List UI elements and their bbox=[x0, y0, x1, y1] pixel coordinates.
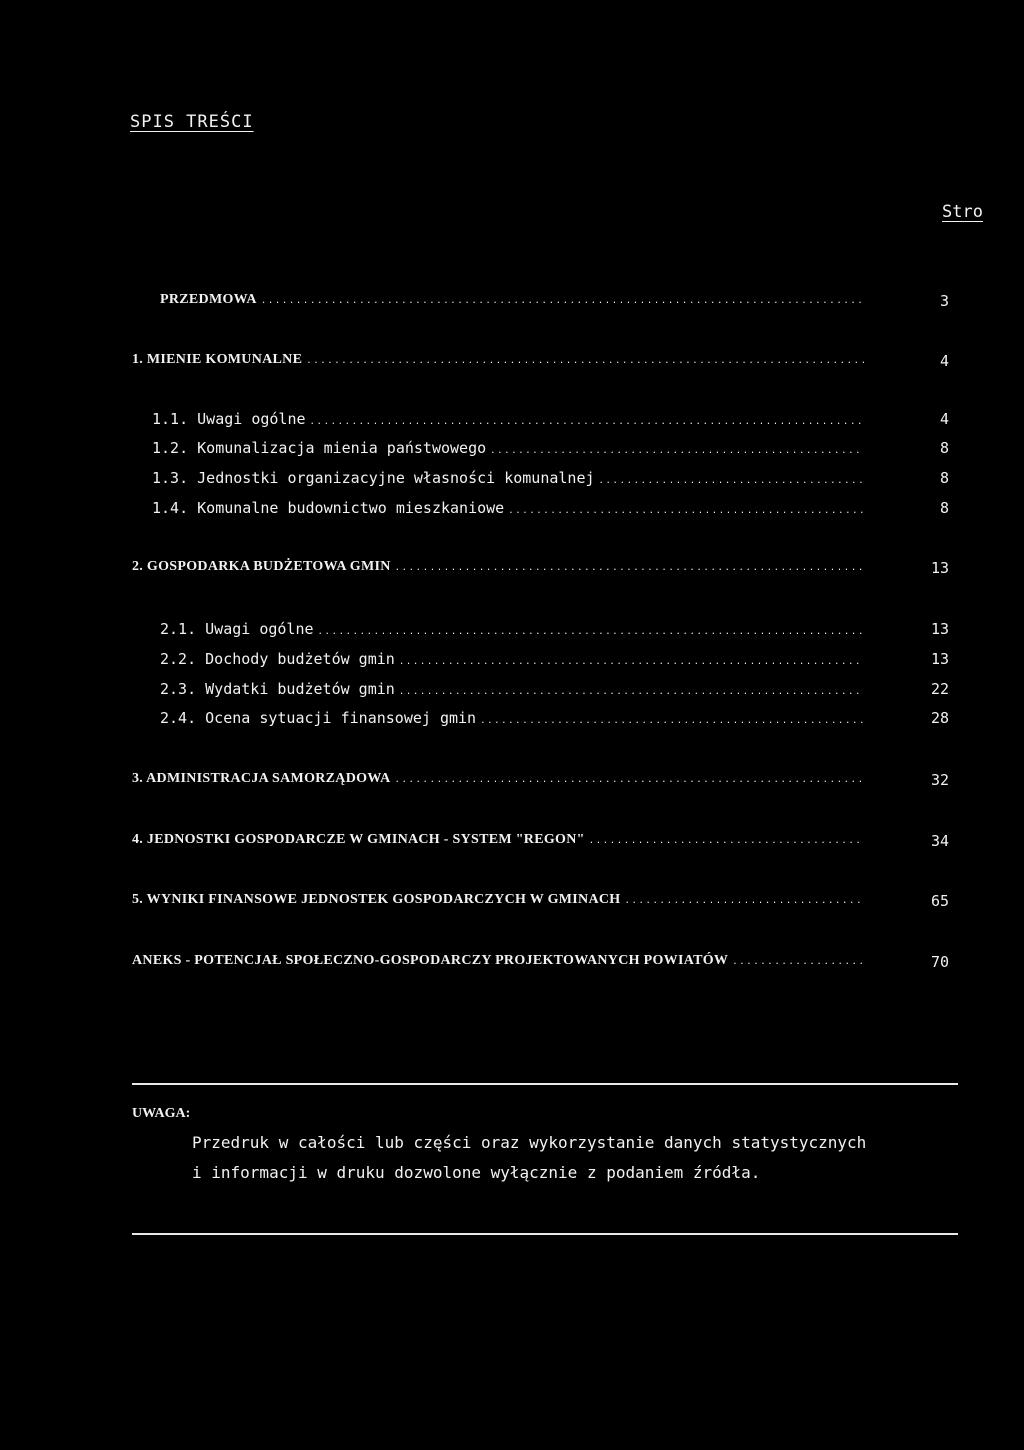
toc-entry-chapter-1 bbox=[132, 352, 864, 374]
toc-entry-chapter-2 bbox=[132, 559, 864, 581]
toc-entry-label: 1.2. Komunalizacja mienia państwowego bbox=[152, 439, 487, 457]
toc-entry-1-3 bbox=[152, 469, 864, 491]
toc-entry-page: 8 bbox=[939, 499, 949, 517]
toc-entry-label: 1.3. Jednostki organizacyjne własności komunalnej bbox=[152, 469, 595, 487]
toc-entry-1-4 bbox=[152, 499, 864, 521]
toc-entry-1-2 bbox=[152, 439, 864, 461]
toc-entry-label: ANEKS - POTENCJAŁ SPOŁECZNO-GOSPODARCZY PROJEKTOWANYCH POWIATÓW bbox=[132, 953, 729, 968]
leader-dots bbox=[480, 716, 864, 726]
page-column-heading: Stro bbox=[942, 202, 983, 222]
note-text-line-2: i informacji w druku dozwolone wyłącznie z podaniem źródła. bbox=[192, 1163, 761, 1182]
toc-entry-label: 2. GOSPODARKA BUDŻETOWA GMIN bbox=[132, 559, 391, 574]
toc-entry-label: 2.4. Ocena sytuacji finansowej gmin bbox=[160, 709, 477, 727]
leader-dots bbox=[395, 563, 864, 573]
toc-entry-1-1 bbox=[152, 410, 864, 432]
toc-entry-page: 65 bbox=[930, 892, 949, 910]
leader-dots bbox=[394, 775, 864, 785]
toc-entry-page: 3 bbox=[939, 292, 949, 310]
bottom-divider bbox=[132, 1233, 958, 1235]
toc-entry-page: 13 bbox=[930, 650, 949, 668]
toc-entry-label: 2.1. Uwagi ogólne bbox=[160, 620, 314, 638]
toc-entry-page: 13 bbox=[930, 559, 949, 577]
toc-entry-page: 34 bbox=[930, 832, 949, 850]
toc-entry-page: 28 bbox=[930, 709, 949, 727]
note-title: UWAGA: bbox=[132, 1106, 191, 1121]
top-divider bbox=[132, 1083, 958, 1085]
leader-dots bbox=[490, 446, 864, 456]
toc-entry-label: 4. JEDNOSTKI GOSPODARCZE W GMINACH - SYSTEM "REGON" bbox=[132, 832, 585, 847]
toc-entry-label: 5. WYNIKI FINANSOWE JEDNOSTEK GOSPODARCZYCH W GMINACH bbox=[132, 892, 621, 907]
toc-entry-2-1 bbox=[160, 620, 864, 642]
toc-entry-page: 4 bbox=[939, 410, 949, 428]
leader-dots bbox=[399, 687, 864, 697]
toc-entry-page: 22 bbox=[930, 680, 949, 698]
toc-entry-label: 2.3. Wydatki budżetów gmin bbox=[160, 680, 395, 698]
leader-dots bbox=[261, 296, 864, 306]
toc-entry-page: 4 bbox=[939, 352, 949, 370]
toc-entry-label: 2.2. Dochody budżetów gmin bbox=[160, 650, 395, 668]
toc-entry-page: 8 bbox=[939, 439, 949, 457]
leader-dots bbox=[624, 896, 864, 906]
toc-entry-page: 8 bbox=[939, 469, 949, 487]
toc-entry-preface bbox=[160, 292, 864, 314]
toc-entry-2-2 bbox=[160, 650, 864, 672]
toc-entry-chapter-4 bbox=[132, 832, 864, 854]
toc-entry-2-4 bbox=[160, 709, 864, 731]
leader-dots bbox=[732, 957, 864, 967]
toc-entry-chapter-3 bbox=[132, 771, 864, 793]
toc-entry-label: 1.4. Komunalne budownictwo mieszkaniowe bbox=[152, 499, 505, 517]
toc-entry-label: 1. MIENIE KOMUNALNE bbox=[132, 352, 303, 367]
toc-entry-chapter-5 bbox=[132, 892, 864, 914]
leader-dots bbox=[599, 476, 864, 486]
toc-entry-label: PRZEDMOWA bbox=[160, 292, 257, 307]
leader-dots bbox=[306, 356, 864, 366]
toc-entry-page: 70 bbox=[930, 953, 949, 971]
toc-entry-annex bbox=[132, 953, 864, 975]
leader-dots bbox=[589, 836, 864, 846]
leader-dots bbox=[399, 657, 864, 667]
toc-entry-2-3 bbox=[160, 680, 864, 702]
toc-entry-label: 1.1. Uwagi ogólne bbox=[152, 410, 306, 428]
leader-dots bbox=[508, 506, 864, 516]
page-title: SPIS TREŚCI bbox=[130, 112, 254, 132]
leader-dots bbox=[318, 627, 864, 637]
toc-entry-page: 13 bbox=[930, 620, 949, 638]
toc-entry-label: 3. ADMINISTRACJA SAMORZĄDOWA bbox=[132, 771, 391, 786]
note-text-line-1: Przedruk w całości lub części oraz wykorzystanie danych statystycznych bbox=[192, 1133, 867, 1152]
leader-dots bbox=[310, 417, 864, 427]
toc-entry-page: 32 bbox=[930, 771, 949, 789]
